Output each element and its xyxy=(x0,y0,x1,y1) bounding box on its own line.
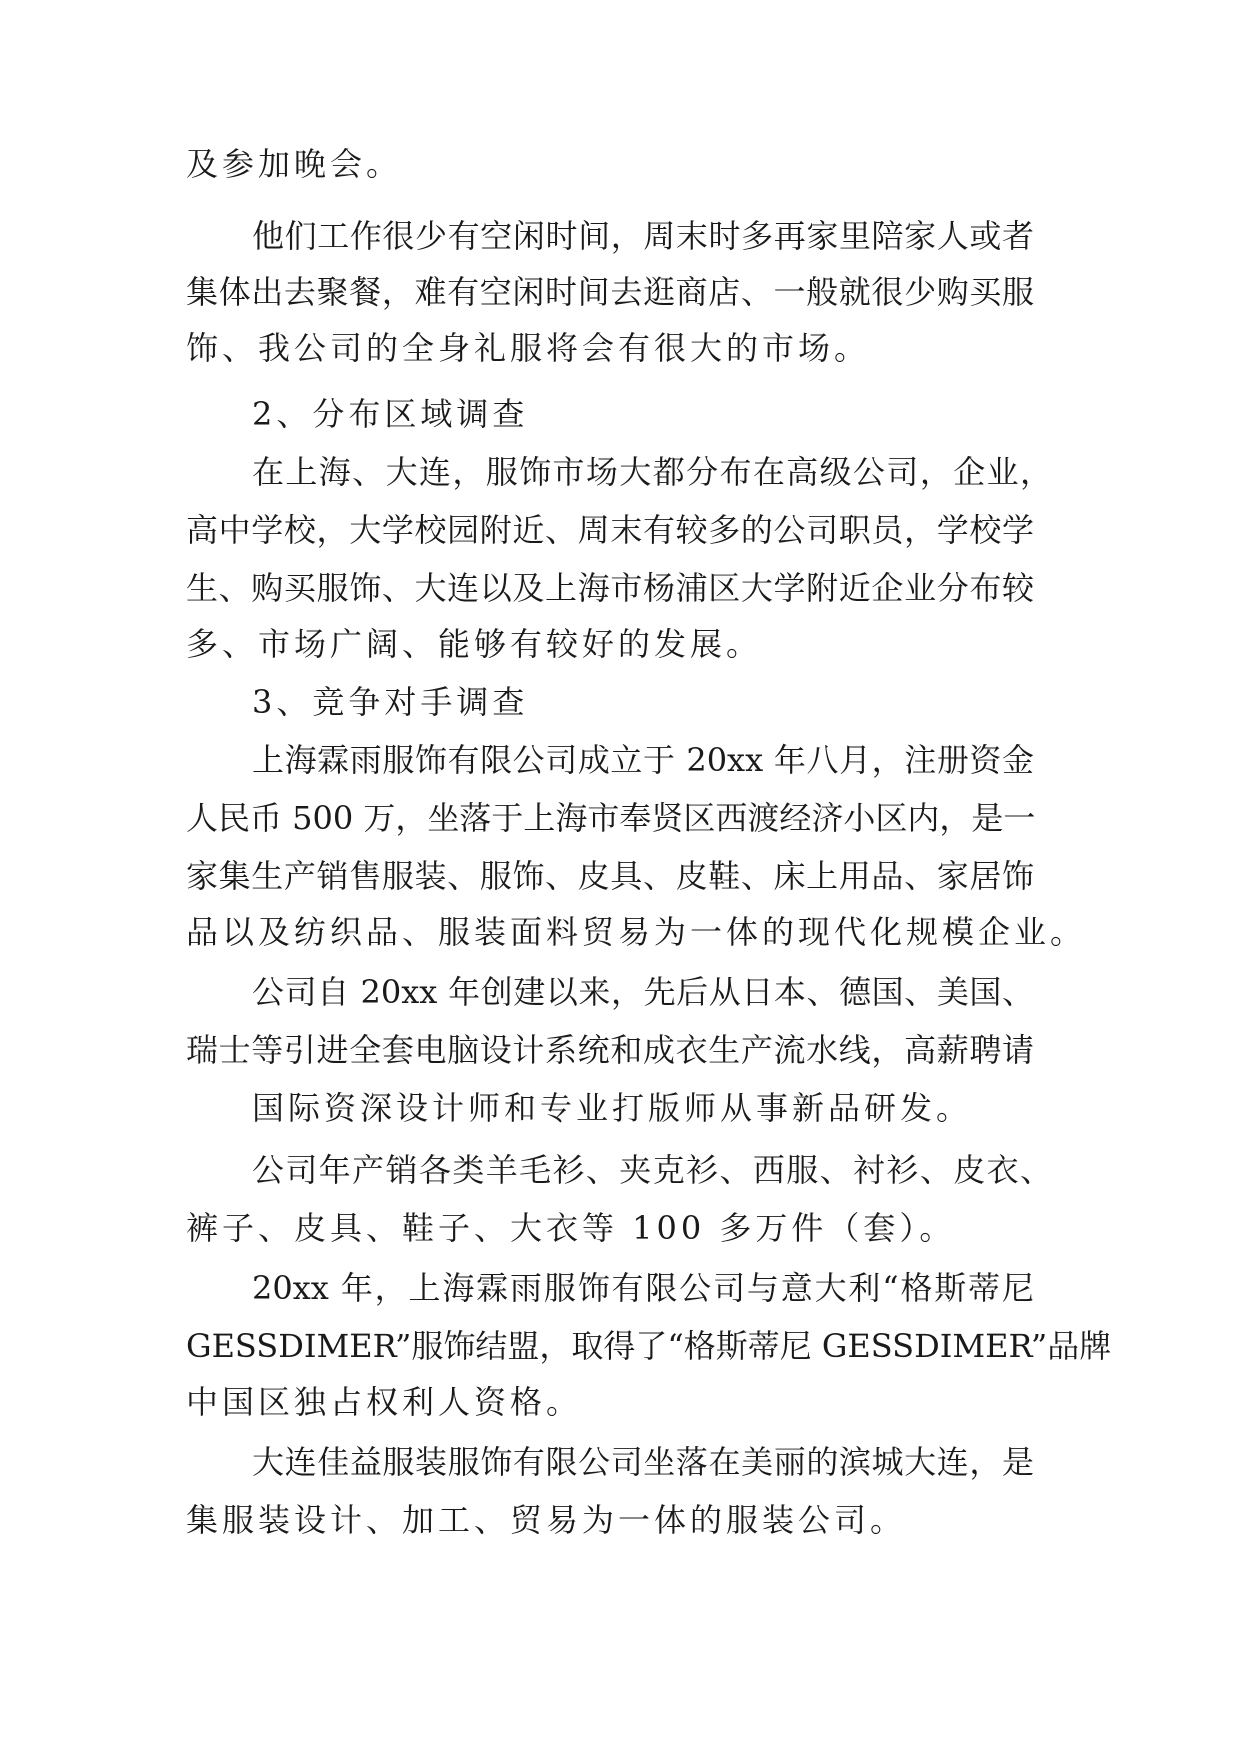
text-line: 瑞士等引进全套电脑设计系统和成衣生产流水线，高薪聘请 xyxy=(186,1031,1034,1069)
text-line: 20xx 年，上海霖雨服饰有限公司与意大利“格斯蒂尼 xyxy=(252,1269,1034,1307)
text-line: 国际资深设计师和专业打版师从事新品研发。 xyxy=(252,1089,973,1127)
text-line: 大连佳益服装服饰有限公司坐落在美丽的滨城大连，是 xyxy=(252,1443,1034,1481)
text-line: 家集生产销售服装、服饰、皮具、皮鞋、床上用品、家居饰 xyxy=(186,857,1034,895)
text-line: 饰、我公司的全身礼服将会有很大的市场。 xyxy=(186,329,871,367)
text-line: 集体出去聚餐，难有空闲时间去逛商店、一般就很少购买服 xyxy=(186,273,1034,311)
text-line: 裤子、皮具、鞋子、大衣等 100 多万件（套）。 xyxy=(186,1209,956,1247)
section-heading: 3、竞争对手调查 xyxy=(252,683,529,721)
text-line: 他们工作很少有空闲时间，周末时多再家里陪家人或者 xyxy=(252,217,1034,255)
text-line: 高中学校，大学校园附近、周末有较多的公司职员，学校学 xyxy=(186,511,1034,549)
text-line: 集服装设计、加工、贸易为一体的服装公司。 xyxy=(186,1501,907,1539)
section-heading: 2、分布区域调查 xyxy=(252,395,529,433)
text-line: 公司年产销各类羊毛衫、夹克衫、西服、衬衫、皮衣、 xyxy=(252,1151,1052,1189)
text-line: 及参加晚会。 xyxy=(186,145,403,183)
text-line: 中国区独占权利人资格。 xyxy=(186,1383,583,1421)
text-line: 公司自 20xx 年创建以来，先后从日本、德国、美国、 xyxy=(252,973,1034,1011)
text-line: GESSDIMER”服饰结盟，取得了“格斯蒂尼 GESSDIMER”品牌 xyxy=(186,1327,1112,1365)
text-line: 多、市场广阔、能够有较好的发展。 xyxy=(186,625,763,663)
text-line: 上海霖雨服饰有限公司成立于 20xx 年八月，注册资金 xyxy=(252,741,1034,779)
text-line: 人民币 500 万，坐落于上海市奉贤区西渡经济小区内，是一 xyxy=(186,799,1036,837)
text-line: 品以及纺织品、服装面料贸易为一体的现代化规模企业。 xyxy=(186,913,1087,951)
text-line: 生、购买服饰、大连以及上海市杨浦区大学附近企业分布较 xyxy=(186,569,1034,607)
text-line: 在上海、大连，服饰市场大都分布在高级公司，企业， xyxy=(252,453,1052,491)
